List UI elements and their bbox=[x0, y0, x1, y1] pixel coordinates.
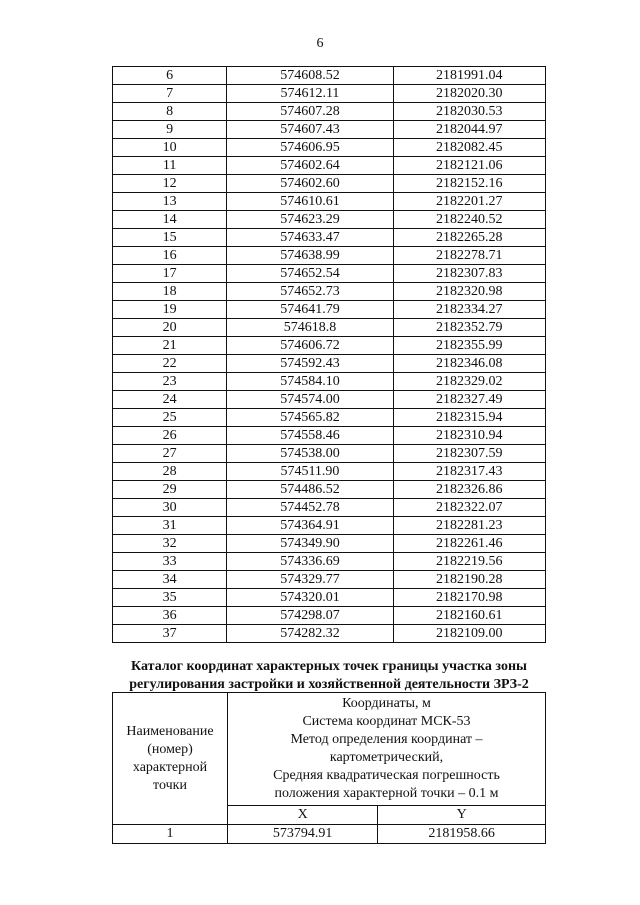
table-row bbox=[113, 607, 546, 625]
point-number: 37 bbox=[113, 625, 227, 643]
point-number: 12 bbox=[113, 175, 227, 193]
table-row bbox=[113, 625, 546, 643]
x-coordinate: 574329.77 bbox=[227, 571, 393, 589]
point-number: 20 bbox=[113, 319, 227, 337]
header-row bbox=[113, 693, 546, 806]
coordinates-table bbox=[112, 66, 546, 643]
table-row bbox=[113, 85, 546, 103]
table-row bbox=[113, 193, 546, 211]
point-number: 35 bbox=[113, 589, 227, 607]
table-row bbox=[113, 139, 546, 157]
point-name-header bbox=[113, 693, 228, 825]
x-coordinate: 574641.79 bbox=[227, 301, 393, 319]
zrz2-coordinates-table bbox=[112, 692, 546, 844]
x-coordinate: 574320.01 bbox=[227, 589, 393, 607]
x-coordinate: 574602.64 bbox=[227, 157, 393, 175]
table-row bbox=[113, 553, 546, 571]
x-coordinate: 574607.43 bbox=[227, 121, 393, 139]
y-coordinate: 2182355.99 bbox=[393, 337, 545, 355]
table-row bbox=[113, 391, 546, 409]
point-number: 11 bbox=[113, 157, 227, 175]
coordinates-header-line: Система координат МСК-53 bbox=[302, 714, 471, 729]
table-row bbox=[113, 121, 546, 139]
point-number: 33 bbox=[113, 553, 227, 571]
table-row bbox=[113, 373, 546, 391]
zrz2-table-body bbox=[113, 825, 546, 844]
point-number: 10 bbox=[113, 139, 227, 157]
table-row bbox=[113, 463, 546, 481]
x-coordinate: 574574.00 bbox=[227, 391, 393, 409]
x-coordinate: 574486.52 bbox=[227, 481, 393, 499]
point-number: 24 bbox=[113, 391, 227, 409]
table-row bbox=[113, 301, 546, 319]
table-row bbox=[113, 319, 546, 337]
coordinates-header-line: положения характерной точки – 0.1 м bbox=[274, 786, 499, 801]
x-coordinate: 574511.90 bbox=[227, 463, 393, 481]
x-coordinate: 574336.69 bbox=[227, 553, 393, 571]
x-coordinate: 574538.00 bbox=[227, 445, 393, 463]
y-coordinate: 2182281.23 bbox=[393, 517, 545, 535]
y-coordinate: 2182201.27 bbox=[393, 193, 545, 211]
point-number: 25 bbox=[113, 409, 227, 427]
x-coordinate: 573794.91 bbox=[228, 825, 378, 844]
x-coordinate: 574610.61 bbox=[227, 193, 393, 211]
y-coordinate: 2182334.27 bbox=[393, 301, 545, 319]
catalog-title bbox=[112, 658, 546, 694]
x-coordinate: 574565.82 bbox=[227, 409, 393, 427]
table-row bbox=[113, 445, 546, 463]
table-row bbox=[113, 571, 546, 589]
y-coordinate: 2182265.28 bbox=[393, 229, 545, 247]
table-row bbox=[113, 157, 546, 175]
x-coordinate: 574602.60 bbox=[227, 175, 393, 193]
point-number: 8 bbox=[113, 103, 227, 121]
point-number: 28 bbox=[113, 463, 227, 481]
y-coordinate: 2182317.43 bbox=[393, 463, 545, 481]
point-number: 21 bbox=[113, 337, 227, 355]
x-coordinate: 574612.11 bbox=[227, 85, 393, 103]
table-row bbox=[113, 825, 546, 844]
catalog-title-line-1: Каталог координат характерных точек границы участка зоны bbox=[131, 659, 527, 674]
point-number: 6 bbox=[113, 67, 227, 85]
x-coordinate: 574607.28 bbox=[227, 103, 393, 121]
point-number: 22 bbox=[113, 355, 227, 373]
point-number: 18 bbox=[113, 283, 227, 301]
table-row bbox=[113, 409, 546, 427]
x-coordinate: 574606.72 bbox=[227, 337, 393, 355]
table-row bbox=[113, 517, 546, 535]
point-number: 13 bbox=[113, 193, 227, 211]
point-name-header-line: (номер) bbox=[147, 741, 193, 757]
y-coordinate: 2182352.79 bbox=[393, 319, 545, 337]
point-number: 7 bbox=[113, 85, 227, 103]
point-number: 26 bbox=[113, 427, 227, 445]
coordinates-header bbox=[228, 693, 546, 806]
y-coordinate: 2181958.66 bbox=[378, 825, 546, 844]
x-coordinate: 574584.10 bbox=[227, 373, 393, 391]
x-coordinate: 574608.52 bbox=[227, 67, 393, 85]
x-coordinate: 574558.46 bbox=[227, 427, 393, 445]
table-row bbox=[113, 499, 546, 517]
y-coordinate: 2182327.49 bbox=[393, 391, 545, 409]
x-coordinate: 574652.73 bbox=[227, 283, 393, 301]
point-number: 34 bbox=[113, 571, 227, 589]
table-row bbox=[113, 67, 546, 85]
point-number: 17 bbox=[113, 265, 227, 283]
table-row bbox=[113, 427, 546, 445]
point-number: 14 bbox=[113, 211, 227, 229]
table-row bbox=[113, 355, 546, 373]
coordinates-header-line: Метод определения координат – bbox=[290, 732, 483, 747]
y-coordinate: 2182082.45 bbox=[393, 139, 545, 157]
x-coordinate: 574364.91 bbox=[227, 517, 393, 535]
point-number: 29 bbox=[113, 481, 227, 499]
point-number: 27 bbox=[113, 445, 227, 463]
y-coordinate: 2182044.97 bbox=[393, 121, 545, 139]
table-row bbox=[113, 229, 546, 247]
y-coordinate: 2182261.46 bbox=[393, 535, 545, 553]
y-coordinate: 2182170.98 bbox=[393, 589, 545, 607]
y-coordinate: 2182329.02 bbox=[393, 373, 545, 391]
page-number: 6 bbox=[316, 36, 324, 51]
point-number: 32 bbox=[113, 535, 227, 553]
table-row bbox=[113, 103, 546, 121]
point-name-header-line: характерной bbox=[132, 759, 208, 775]
y-coordinate: 2182307.83 bbox=[393, 265, 545, 283]
y-coordinate: 2182310.94 bbox=[393, 427, 545, 445]
table-row bbox=[113, 283, 546, 301]
y-coordinate: 2182320.98 bbox=[393, 283, 545, 301]
point-number: 1 bbox=[113, 825, 228, 844]
x-coordinate: 574606.95 bbox=[227, 139, 393, 157]
table-row bbox=[113, 337, 546, 355]
x-coordinate: 574592.43 bbox=[227, 355, 393, 373]
y-coordinate: 2182121.06 bbox=[393, 157, 545, 175]
table-row bbox=[113, 535, 546, 553]
point-number: 36 bbox=[113, 607, 227, 625]
table-row bbox=[113, 481, 546, 499]
point-name-header-line: точки bbox=[153, 777, 187, 793]
coordinates-table-body bbox=[113, 67, 546, 643]
y-coordinate: 2182190.28 bbox=[393, 571, 545, 589]
point-number: 31 bbox=[113, 517, 227, 535]
x-coordinate: 574349.90 bbox=[227, 535, 393, 553]
y-coordinate: 2182020.30 bbox=[393, 85, 545, 103]
x-coordinate: 574633.47 bbox=[227, 229, 393, 247]
point-number: 16 bbox=[113, 247, 227, 265]
catalog-title-line-2: регулирования застройки и хозяйственной деятельности ЗРЗ-2 bbox=[129, 677, 529, 692]
y-coordinate: 2182152.16 bbox=[393, 175, 545, 193]
y-coordinate: 2181991.04 bbox=[393, 67, 545, 85]
table-row bbox=[113, 589, 546, 607]
y-coordinate: 2182278.71 bbox=[393, 247, 545, 265]
table-row bbox=[113, 247, 546, 265]
y-header: Y bbox=[378, 806, 546, 825]
table-row bbox=[113, 175, 546, 193]
y-coordinate: 2182109.00 bbox=[393, 625, 545, 643]
x-coordinate: 574298.07 bbox=[227, 607, 393, 625]
x-coordinate: 574282.32 bbox=[227, 625, 393, 643]
point-number: 9 bbox=[113, 121, 227, 139]
y-coordinate: 2182322.07 bbox=[393, 499, 545, 517]
x-coordinate: 574452.78 bbox=[227, 499, 393, 517]
point-number: 23 bbox=[113, 373, 227, 391]
coordinates-header-line: картометрический, bbox=[329, 750, 444, 765]
point-number: 19 bbox=[113, 301, 227, 319]
point-number: 15 bbox=[113, 229, 227, 247]
x-coordinate: 574652.54 bbox=[227, 265, 393, 283]
x-coordinate: 574638.99 bbox=[227, 247, 393, 265]
y-coordinate: 2182315.94 bbox=[393, 409, 545, 427]
x-header: X bbox=[228, 806, 378, 825]
coordinates-header-line: Средняя квадратическая погрешность bbox=[273, 768, 500, 783]
y-coordinate: 2182307.59 bbox=[393, 445, 545, 463]
y-coordinate: 2182160.61 bbox=[393, 607, 545, 625]
y-coordinate: 2182326.86 bbox=[393, 481, 545, 499]
y-coordinate: 2182030.53 bbox=[393, 103, 545, 121]
table-row bbox=[113, 265, 546, 283]
y-coordinate: 2182219.56 bbox=[393, 553, 545, 571]
point-name-header-line: Наименование bbox=[126, 723, 214, 739]
x-coordinate: 574618.8 bbox=[227, 319, 393, 337]
point-number: 30 bbox=[113, 499, 227, 517]
y-coordinate: 2182346.08 bbox=[393, 355, 545, 373]
table-row bbox=[113, 211, 546, 229]
coordinates-header-line: Координаты, м bbox=[342, 696, 431, 711]
y-coordinate: 2182240.52 bbox=[393, 211, 545, 229]
x-coordinate: 574623.29 bbox=[227, 211, 393, 229]
